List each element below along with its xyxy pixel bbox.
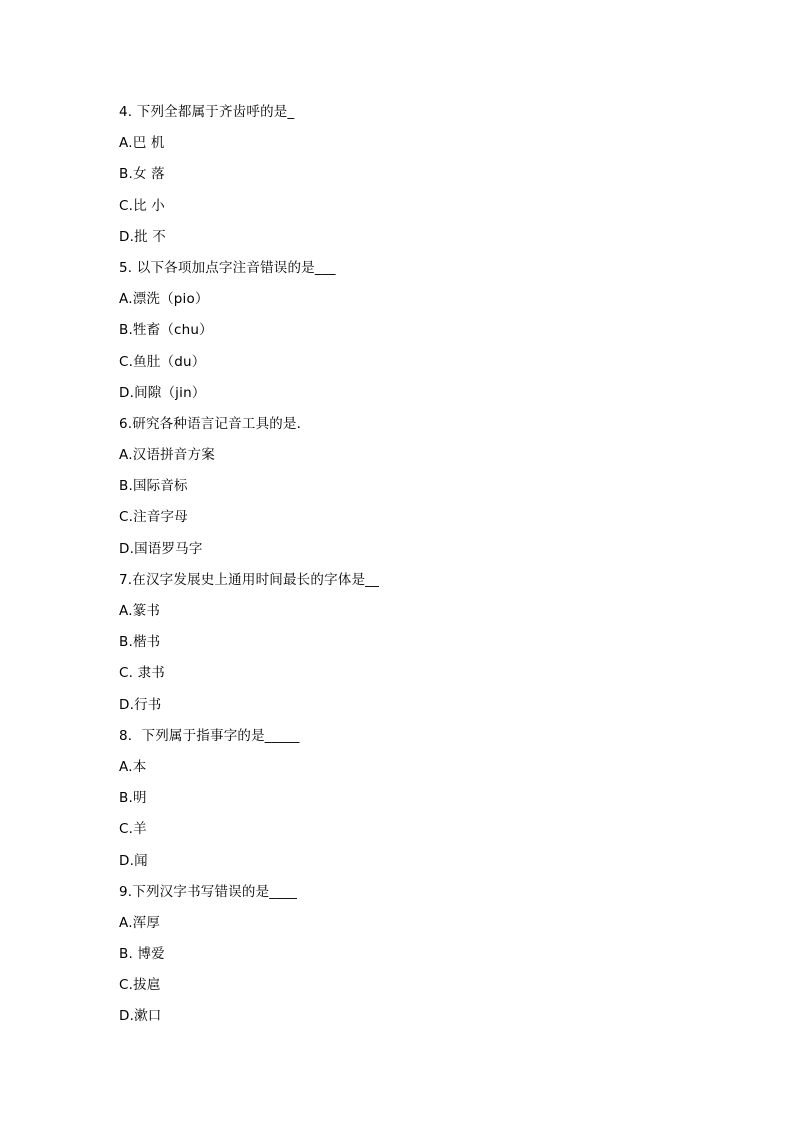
option-a: A.本 bbox=[119, 758, 147, 775]
option-c: C.羊 bbox=[119, 821, 147, 838]
option-a: A.浑厚 bbox=[119, 914, 161, 931]
question-stem: 4. 下列全都属于齐齿呼的是_ bbox=[119, 104, 295, 120]
option-d: D.闻 bbox=[119, 852, 148, 869]
option-d: D.间隙（jin） bbox=[119, 384, 206, 401]
question-7 bbox=[119, 568, 719, 724]
option-b: B.楷书 bbox=[119, 634, 161, 651]
option-c: C. 隶书 bbox=[119, 665, 166, 682]
option-a: A.巴 机 bbox=[119, 135, 165, 152]
option-a: A.篆书 bbox=[119, 603, 161, 619]
option-d: D.批 不 bbox=[119, 228, 166, 245]
option-b: B.牲畜（chu） bbox=[119, 322, 213, 339]
question-6 bbox=[119, 412, 719, 568]
option-d: D.漱口 bbox=[119, 1008, 162, 1025]
option-b: B. 博爱 bbox=[119, 946, 165, 963]
question-stem: 7.在汉字发展史上通用时间最长的字体是__ bbox=[119, 571, 380, 588]
option-c: C.鱼肚（du） bbox=[119, 353, 206, 370]
question-stem: 5. 以下各项加点字注音错误的是___ bbox=[119, 259, 336, 276]
option-c: C.拔扈 bbox=[119, 977, 161, 994]
option-c: C.比 小 bbox=[119, 197, 166, 214]
option-c: C.注音字母 bbox=[119, 509, 188, 526]
question-8 bbox=[119, 724, 719, 880]
option-a: A.汉语拼音方案 bbox=[119, 447, 215, 464]
question-5 bbox=[119, 256, 719, 412]
question-stem: 9.下列汉字书写错误的是____ bbox=[119, 883, 298, 900]
option-d: D.行书 bbox=[119, 696, 162, 713]
question-stem: 8．下列属于指事字的是_____ bbox=[119, 727, 300, 744]
option-a: A.漂洗（pio） bbox=[119, 291, 209, 308]
question-9 bbox=[119, 880, 719, 1036]
option-b: B.明 bbox=[119, 790, 147, 807]
question-stem: 6.研究各种语言记音工具的是. bbox=[119, 415, 302, 432]
question-list bbox=[119, 100, 719, 1036]
option-b: B.国际音标 bbox=[119, 478, 188, 495]
option-b: B.女 落 bbox=[119, 166, 165, 183]
option-d: D.国语罗马字 bbox=[119, 540, 203, 557]
question-4 bbox=[119, 100, 719, 256]
